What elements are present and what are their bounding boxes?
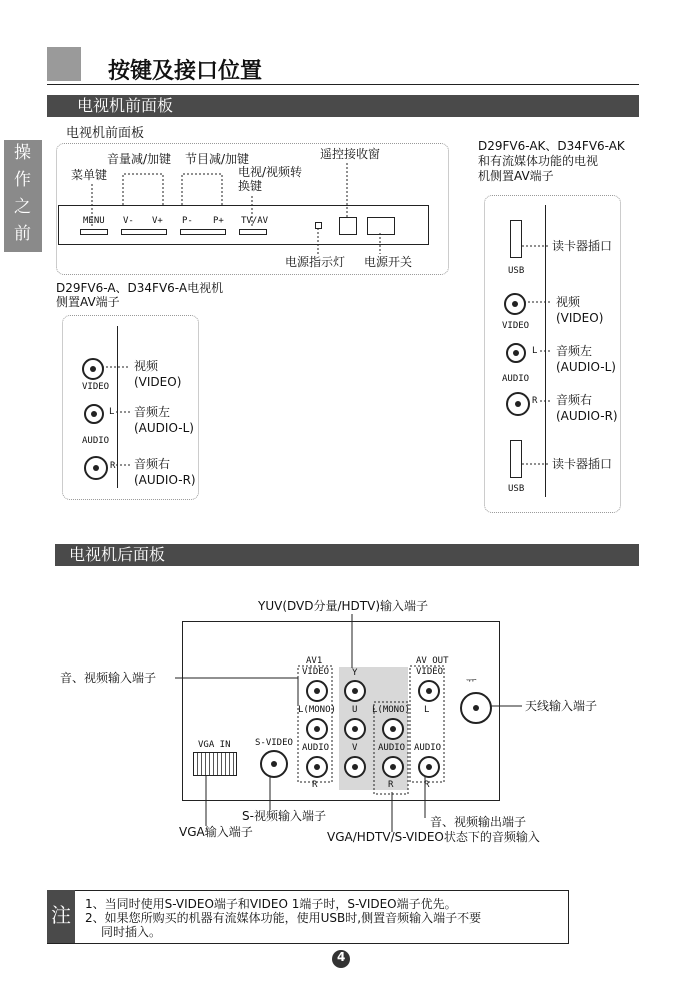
- side-tab-char: 前: [14, 224, 31, 244]
- avout-video-text: VIDEO: [416, 667, 444, 677]
- antenna-symbol-icon: ᅲ: [466, 674, 477, 687]
- usb-audio-r-en: (AUDIO-R): [556, 409, 618, 423]
- page-number-badge: [332, 950, 350, 968]
- av1-video-text: VIDEO: [302, 667, 330, 677]
- button-vplus-label: V+: [152, 216, 163, 226]
- yuv-label: YUV(DVD分量/HDTV)输入端子: [258, 599, 429, 613]
- usb-audio-label: AUDIO: [502, 374, 530, 384]
- usb-label-1: USB: [508, 266, 525, 276]
- note-line-2: 2、如果您所购买的机器有流媒体功能，使用USB时,侧置音频输入端子不要: [85, 911, 482, 925]
- usb-audio-l-en: (AUDIO-L): [556, 360, 616, 374]
- button-pminus-label: P-: [182, 216, 193, 226]
- usb-audio-l-letter: L: [532, 346, 538, 356]
- label-program: 节目减/加键: [185, 152, 250, 166]
- vga-audio-text: AUDIO: [378, 743, 406, 753]
- section-title-front: 电视机前面板: [77, 96, 174, 115]
- avout-l-text: L: [424, 705, 430, 715]
- vga-in-text: VGA IN: [198, 740, 231, 750]
- button-pplus-label: P+: [213, 216, 224, 226]
- usb-audio-r-letter: R: [532, 396, 538, 406]
- side-av-basic-title-1: D29FV6-A、D34FV6-A电视机: [56, 281, 224, 295]
- usb-audio-r-cn: 音频右: [556, 393, 593, 407]
- svideo-in-label: S-视频输入端子: [242, 809, 326, 823]
- side-av-usb-title-1: D29FV6-AK、D34FV6-AK: [478, 139, 625, 153]
- audio-jack-label: AUDIO: [82, 436, 110, 446]
- side-av-usb-title-2: 和有流媒体功能的电视: [478, 154, 599, 168]
- note-line-3: 同时插入。: [101, 925, 162, 939]
- avout-r-text: R: [424, 780, 430, 790]
- audio-r-cn: 音频右: [134, 457, 171, 471]
- usb-video-en: (VIDEO): [556, 311, 604, 325]
- av1-audio-text: AUDIO: [302, 743, 330, 753]
- button-menu-label: MENU: [83, 216, 105, 226]
- av1-r-text: R: [312, 780, 318, 790]
- note-line-1: 1、当同时使用S-VIDEO端子和VIDEO 1端子时，S-VIDEO端子优先。: [85, 897, 457, 911]
- audio-r-en: (AUDIO-R): [134, 473, 196, 487]
- side-av-usb-title-3: 机侧置AV端子: [478, 169, 554, 183]
- av-out-label: 音、视频输出端子: [430, 815, 527, 829]
- front-subtitle: 电视机前面板: [66, 126, 145, 141]
- usb-video-cn: 视频: [556, 295, 581, 309]
- svideo-text: S-VIDEO: [255, 738, 293, 748]
- avout-text: AV OUT: [416, 656, 449, 666]
- usb-video-label: VIDEO: [502, 321, 530, 331]
- audio-l-letter: L: [109, 407, 115, 417]
- page-number: 4: [337, 950, 346, 964]
- side-av-basic-title-2: 侧置AV端子: [56, 295, 120, 309]
- video-jack-label: VIDEO: [82, 382, 110, 392]
- side-tab-char: 操: [14, 143, 31, 163]
- label-power-led: 电源指示灯: [285, 255, 346, 269]
- card-reader-label-2: 读卡器插口: [552, 457, 613, 471]
- video-cn: 视频: [134, 359, 159, 373]
- vga-audio-lmono-text: L(MONO): [372, 705, 410, 715]
- v-text: V: [352, 743, 358, 753]
- vga-audio-label: VGA/HDTV/S-VIDEO状态下的音频输入: [327, 830, 540, 844]
- u-text: U: [352, 705, 358, 715]
- notes-badge: [47, 890, 75, 943]
- antenna-label: 天线输入端子: [525, 699, 598, 713]
- vga-audio-r-text: R: [388, 780, 394, 790]
- y-text: Y: [352, 668, 358, 678]
- button-vminus-label: V-: [123, 216, 134, 226]
- av-in-label: 音、视频输入端子: [60, 671, 157, 685]
- side-tab-char: 作: [14, 170, 31, 190]
- usb-audio-l-cn: 音频左: [556, 344, 593, 358]
- label-remote: 遥控接收窗: [320, 147, 381, 161]
- audio-r-letter: R: [110, 461, 116, 471]
- notes-badge-text: 注: [51, 903, 71, 927]
- audio-l-cn: 音频左: [134, 405, 171, 419]
- audio-l-en: (AUDIO-L): [134, 421, 194, 435]
- label-menu-key: 菜单键: [71, 168, 108, 182]
- section-title-rear: 电视机后面板: [69, 545, 166, 564]
- label-power-switch: 电源开关: [364, 255, 413, 269]
- label-tvav: 电视/视频转: [238, 165, 303, 179]
- side-tab-char: 之: [14, 197, 31, 217]
- av1-lmono-text: L(MONO): [298, 705, 336, 715]
- label-tvav-2: 换键: [238, 179, 263, 193]
- button-tvav-label: TV/AV: [241, 216, 269, 226]
- card-reader-label-1: 读卡器插口: [552, 239, 613, 253]
- usb-label-2: USB: [508, 484, 525, 494]
- avout-audio-text: AUDIO: [414, 743, 442, 753]
- label-volume: 音量减/加键: [107, 152, 172, 166]
- vga-in-label: VGA输入端子: [179, 825, 253, 839]
- video-en: (VIDEO): [134, 375, 182, 389]
- av1-text: AV1: [306, 656, 323, 666]
- page-title: 按键及接口位置: [108, 59, 263, 84]
